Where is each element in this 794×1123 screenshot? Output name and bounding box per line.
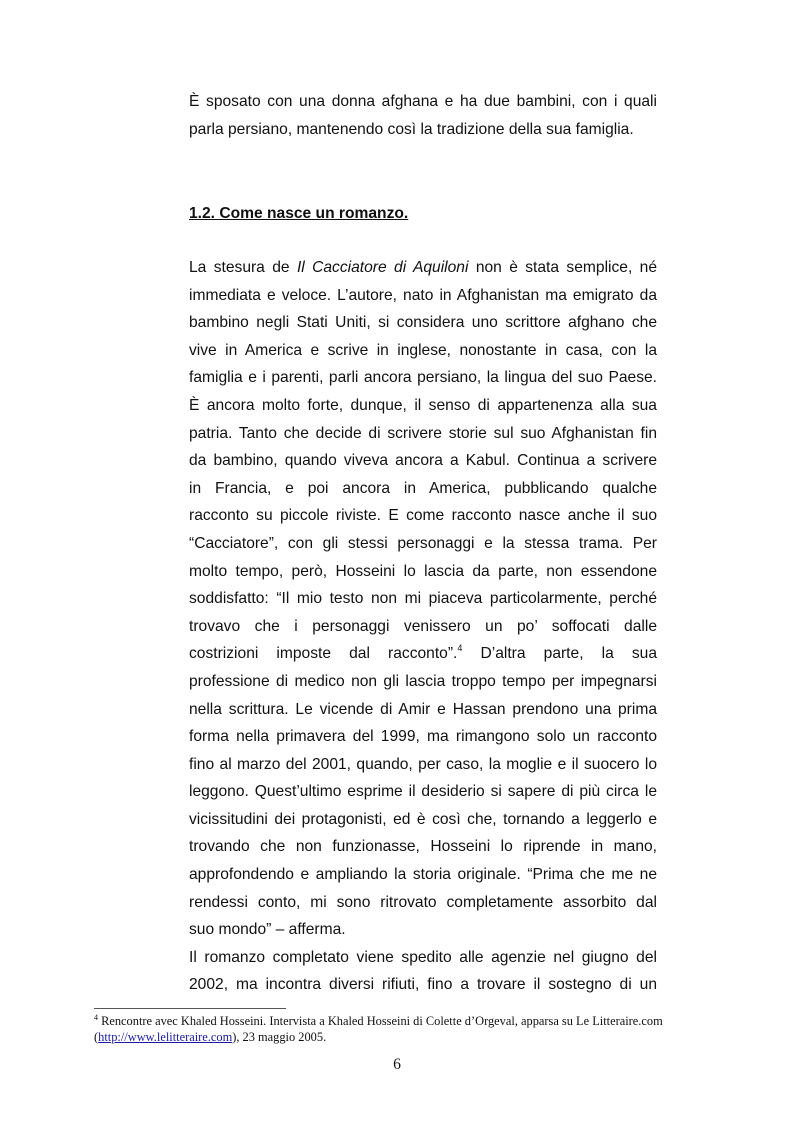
text-line (189, 254, 657, 282)
footnote-separator (94, 1008, 286, 1009)
text-line: “Cacciatore”, con gli stessi personaggi e la stessa trama. Per (189, 534, 657, 552)
text-line: vicissitudini dei protagonisti, ed è così che, tornando a leggerlo e (189, 810, 657, 828)
text-line: leggono. Quest’ultimo esprime il desiderio si sapere di più circa le (189, 783, 657, 801)
footnote (94, 1013, 714, 1045)
text-line: È sposato con una donna afghana e ha due bambini, con i quali (189, 93, 657, 110)
text-line: 2002, ma incontra diversi rifiuti, fino a trovare il sostegno di un (189, 976, 657, 994)
text-run: La stesura de (189, 259, 297, 276)
footnote-text: ( (94, 1030, 99, 1044)
book-title: Il Cacciatore di Aquiloni (296, 259, 469, 276)
text-line: approfondendo e ampliando la storia originale. “Prima che me ne (189, 866, 657, 884)
text-line: forma nella primavera del 1999, ma rimangono solo un racconto (189, 728, 657, 746)
footnote-line (94, 1029, 714, 1045)
text-line: vive in America e scrive in inglese, nonostante in casa, con la (189, 341, 657, 359)
footnote-text: Rencontre avec Khaled Hosseini. Intervista a Khaled Hosseini di Colette d’Orgeval, apparsa su Le Litteraire.com (98, 1014, 663, 1028)
footnote-line (94, 1013, 714, 1029)
page-number: 6 (393, 1056, 401, 1073)
text-line: Il romanzo completato viene spedito alle agenzie nel giugno del (189, 948, 657, 966)
footnote-reference[interactable]: 4 (457, 643, 463, 654)
intro-paragraph (189, 88, 657, 143)
text-line: parla persiano, mantenendo così la tradizione della sua famiglia. (189, 120, 634, 138)
text-line: È ancora molto forte, dunque, il senso di appartenenza alla sua (189, 396, 657, 414)
text-line: patria. Tanto che decide di scrivere storie sul suo Afghanistan fin (189, 424, 657, 442)
text-line: soddisfatto: “Il mio testo non mi piaceva particolarmente, perché (189, 590, 657, 608)
text-line: immediata e veloce. L’autore, nato in Afghanistan ma emigrato da (189, 286, 657, 304)
text-line: rendessi conto, mi sono ritrovato completamente assorbito dal (189, 893, 657, 911)
text-line (189, 640, 657, 668)
paragraph-body (189, 254, 657, 999)
text-line: famiglia e i parenti, parli ancora persiano, la lingua del suo Paese. (189, 369, 657, 387)
footnote-number: 4 (94, 1013, 98, 1022)
footnote-text: ), 23 maggio 2005. (232, 1030, 327, 1044)
text-line: da bambino, quando viveva ancora a Kabul. Continua a scrivere (189, 452, 657, 470)
text-run: costrizioni imposte dal racconto”. (189, 645, 458, 663)
text-run: non è stata semplice, né (468, 259, 658, 276)
text-line: professione di medico non gli lascia troppo tempo per impegnarsi (189, 672, 657, 690)
text-line: bambino negli Stati Uniti, si considera uno scrittore afghano che (189, 314, 657, 332)
text-line: nella scrittura. Le vicende di Amir e Hassan prendono una prima (189, 700, 657, 718)
text-line: molto tempo, però, Hosseini lo lascia da parte, non essendone (189, 562, 657, 580)
text-line: in Francia, e poi ancora in America, pubblicando qualche (189, 479, 657, 497)
text-line: fino al marzo del 2001, quando, per caso, la moglie e il suocero lo (189, 755, 657, 773)
text-line: suo mondo” – afferma. (189, 921, 346, 939)
text-line: trovando che non funzionasse, Hosseini lo riprende in mano, (189, 838, 657, 856)
text-line: racconto su piccole riviste. E come racconto nasce anche il suo (189, 507, 657, 525)
text-run: D’altra parte, la sua (462, 645, 657, 663)
text-line: trovavo che i personaggi venissero un po’ soffocati dalle (189, 617, 657, 635)
section-heading: 1.2. Come nasce un romanzo. (189, 205, 409, 222)
footnote-link[interactable]: http://www.lelitteraire.com (98, 1030, 233, 1044)
